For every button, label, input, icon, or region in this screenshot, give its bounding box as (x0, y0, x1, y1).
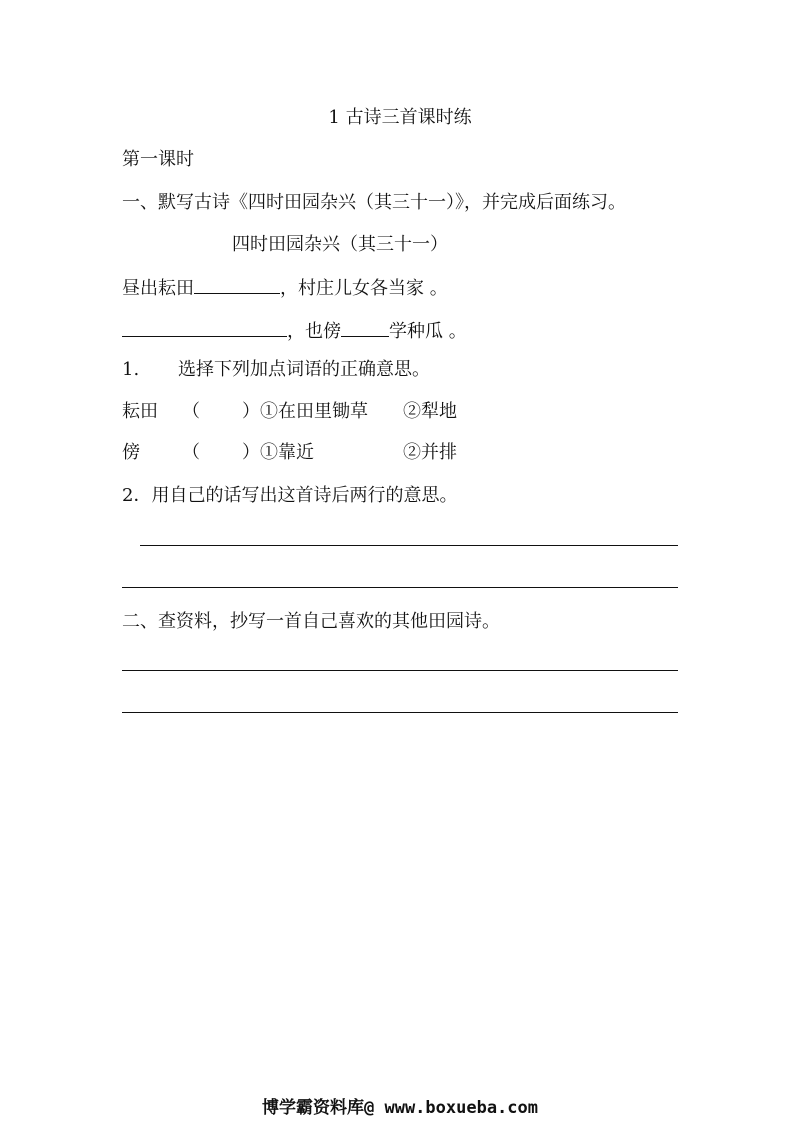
poem-line-1-start: 昼出耘田 (122, 278, 194, 299)
question-2: 2．用自己的话写出这首诗后两行的意思。 (122, 485, 458, 506)
poem-line-2 (122, 318, 467, 342)
choice-row (122, 400, 682, 424)
paren-close: ） (242, 442, 260, 463)
footer-watermark: 博学霸资料库@ www.boxueba.com (262, 1098, 538, 1118)
choice-row (122, 441, 682, 465)
choice-word: 耘田 (122, 401, 158, 422)
choice-word: 傍 (122, 442, 140, 463)
paren-close: ） (242, 401, 260, 422)
choice-option-1: ①靠近 (260, 442, 314, 463)
fill-blank (341, 318, 389, 337)
page-title: 1 古诗三首课时练 (328, 107, 472, 128)
poem-line-1 (122, 275, 448, 299)
section2-heading: 二、查资料，抄写一首自己喜欢的其他田园诗。 (122, 611, 500, 632)
section1-heading: 一、默写古诗《四时田园杂兴（其三十一）》，并完成后面练习。 (122, 192, 626, 213)
poem-line-2-mid: ，也傍 (287, 321, 341, 342)
poem-title: 四时田园杂兴（其三十一） (232, 234, 448, 255)
question-1 (122, 358, 682, 382)
answer-line (122, 670, 678, 671)
answer-line (140, 545, 678, 546)
poem-line-2-end: 学种瓜 。 (389, 321, 467, 342)
answer-line (122, 712, 678, 713)
question-1-number: 1. (122, 359, 140, 380)
fill-blank (122, 318, 287, 337)
question-1-text: 选择下列加点词语的正确意思。 (178, 359, 430, 380)
paren-open: （ (182, 442, 200, 463)
choice-option-2: ②犁地 (403, 401, 457, 422)
fill-blank (194, 275, 280, 294)
lesson-label: 第一课时 (122, 149, 194, 170)
choice-option-2: ②并排 (403, 442, 457, 463)
poem-line-1-end: ，村庄儿女各当家 。 (280, 278, 448, 299)
paren-open: （ (182, 401, 200, 422)
choice-option-1: ①在田里锄草 (260, 401, 368, 422)
answer-line (122, 587, 678, 588)
